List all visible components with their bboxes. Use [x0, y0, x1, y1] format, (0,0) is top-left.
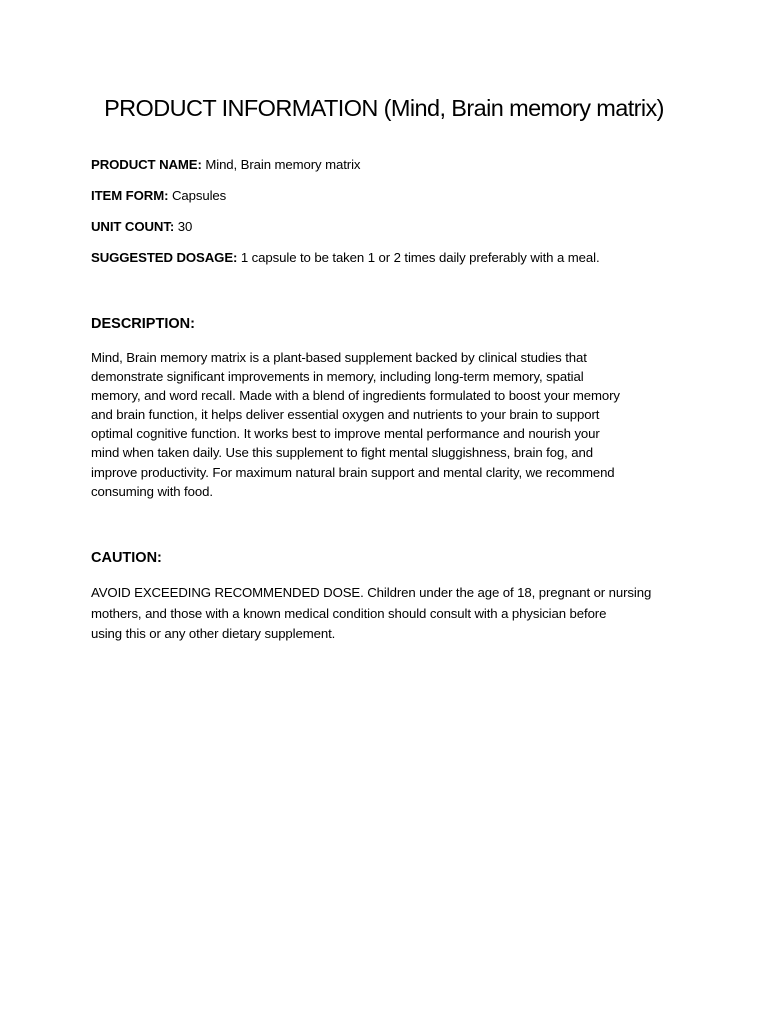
description-line: Mind, Brain memory matrix is a plant-based supplement backed by clinical studies that	[91, 350, 587, 365]
field-label: ITEM FORM:	[91, 188, 169, 203]
field-label: SUGGESTED DOSAGE:	[91, 250, 238, 265]
description-paragraph	[91, 348, 681, 501]
field-value: 30	[174, 219, 193, 234]
field-suggested-dosage	[91, 250, 600, 265]
description-heading: DESCRIPTION:	[91, 316, 195, 332]
field-product-name	[91, 157, 360, 172]
description-line: mind when taken daily. Use this supplement to fight mental sluggishness, brain fog, and	[91, 445, 593, 461]
field-value: Capsules	[168, 188, 227, 203]
caution-line: AVOID EXCEEDING RECOMMENDED DOSE. Children under the age of 18, pregnant or nursing	[91, 585, 652, 600]
description-line: improve productivity. For maximum natural brain support and mental clarity, we recommend	[91, 464, 615, 480]
field-unit-count	[91, 219, 192, 234]
caution-paragraph	[91, 583, 681, 645]
field-value: 1 capsule to be taken 1 or 2 times daily preferably with a meal.	[237, 250, 600, 265]
description-line: demonstrate significant improvements in memory, including long-term memory, spatial	[91, 369, 584, 385]
description-line: consuming with food.	[91, 483, 213, 499]
field-item-form	[91, 188, 226, 203]
description-line: and brain function, it helps deliver essential oxygen and nutrients to your brain to support	[91, 407, 600, 423]
page-title: PRODUCT INFORMATION (Mind, Brain memory matrix)	[104, 95, 664, 121]
description-line: optimal cognitive function. It works best to improve mental performance and nourish your	[91, 426, 600, 442]
caution-line: mothers, and those with a known medical condition should consult with a physician before	[91, 605, 607, 621]
field-label: UNIT COUNT:	[91, 219, 175, 234]
description-line: memory, and word recall. Made with a blend of ingredients formulated to boost your memory	[91, 388, 620, 404]
caution-line: using this or any other dietary supplement.	[91, 626, 336, 642]
field-label: PRODUCT NAME:	[91, 157, 202, 172]
caution-heading: CAUTION:	[91, 550, 162, 566]
field-value: Mind, Brain memory matrix	[201, 157, 361, 172]
